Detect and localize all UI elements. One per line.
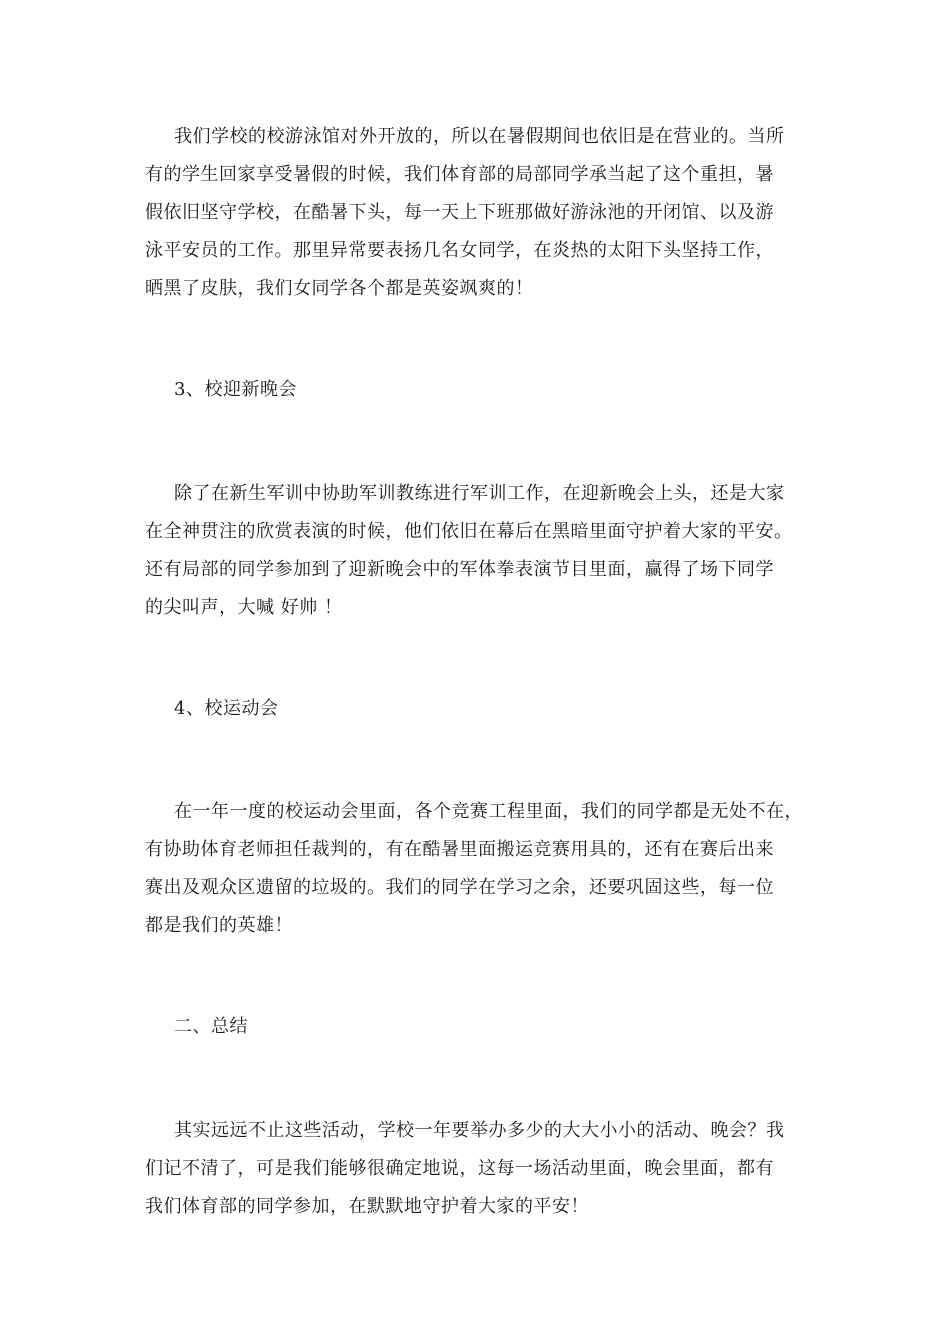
paragraph-line: 我们体育部的同学参加，在默默地守护着大家的平安！ [145,1196,589,1217]
paragraph-line: 晒黑了皮肤，我们女同学各个都是英姿飒爽的！ [145,278,534,299]
paragraph-line: 还有局部的同学参加到了迎新晚会中的军体拳表演节目里面，赢得了场下同学 [145,559,774,580]
paragraph-summary [145,1112,815,1226]
section-heading-summary [145,1008,815,1046]
paragraph-line: 假依旧坚守学校，在酷暑下头，每一天上下班那做好游泳池的开闭馆、以及游 [145,202,774,223]
paragraph-line: 在一年一度的校运动会里面，各个竞赛工程里面，我们的同学都是无处不在， [174,801,803,822]
paragraph-line: 有的学生回家享受暑假的时候，我们体育部的局部同学承当起了这个重担，暑 [145,164,774,185]
paragraph-line: 我们学校的校游泳馆对外开放的，所以在暑假期间也依旧是在营业的。当所 [174,126,785,147]
paragraph-line: 赛出及观众区遗留的垃圾的。我们的同学在学习之余，还要巩固这些，每一位 [145,877,774,898]
paragraph-welcome-party [145,475,815,627]
section-heading: 3、校迎新晚会 [174,379,297,400]
paragraph-line: 有协助体育老师担任裁判的，有在酷暑里面搬运竞赛用具的，还有在赛后出来 [145,839,774,860]
paragraph-swimming-pool [145,118,815,308]
paragraph-line: 泳平安员的工作。那里异常要表扬几名女同学，在炎热的太阳下头坚持工作， [145,240,774,261]
paragraph-line: 的尖叫声，大喊 好帅 ！ [145,597,343,618]
paragraph-line: 们记不清了，可是我们能够很确定地说，这每一场活动里面，晚会里面，都有 [145,1158,774,1179]
section-heading: 4、校运动会 [174,698,279,719]
paragraph-line: 除了在新生军训中协助军训教练进行军训工作，在迎新晚会上头，还是大家 [174,483,785,504]
paragraph-sports-meet [145,793,815,945]
paragraph-line: 在全神贯注的欣赏表演的时候，他们依旧在幕后在黑暗里面守护着大家的平安。 [145,521,793,542]
section-heading-sports-meet [145,690,815,728]
paragraph-line: 其实远远不止这些活动，学校一年要举办多少的大大小小的活动、晚会？我 [174,1120,785,1141]
section-heading: 二、总结 [174,1016,248,1037]
section-heading-welcome-party [145,371,815,409]
paragraph-line: 都是我们的英雄！ [145,915,293,936]
